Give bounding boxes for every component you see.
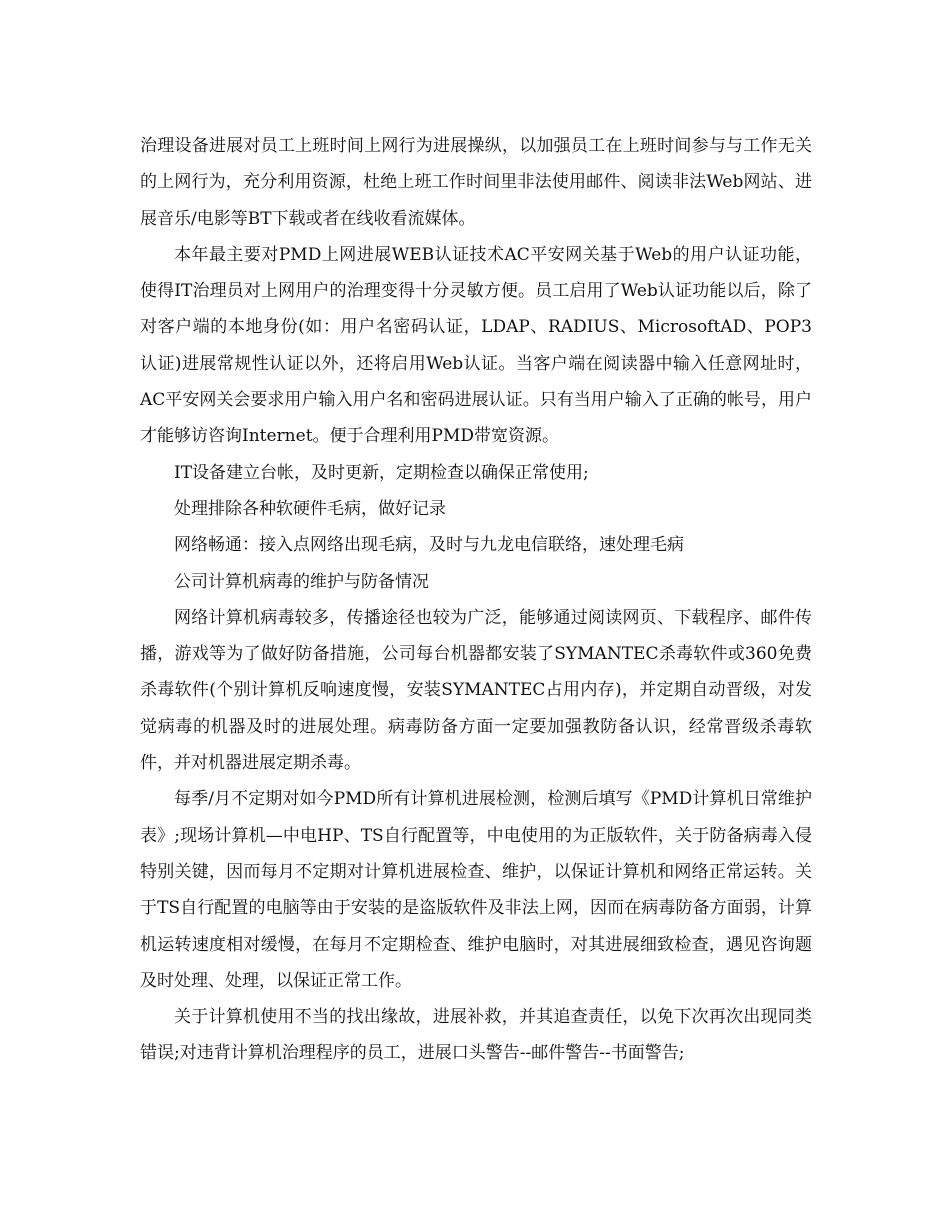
paragraph: 网络计算机病毒较多，传播途径也较为广泛，能够通过阅读网页、下载程序、邮件传播，游戏等为了做好防备措施，公司每台机器都安装了SYMANTEC杀毒软件或360免费杀毒软件(个别计算机反响速度慢，安装SYMANTEC占用内存)，并定期自动晋级，对发觉病毒的机器及时的进展处理。病毒防备方面一定要加强教防备认识，经常晋级杀毒软件，并对机器进展定期杀毒。: [140, 607, 812, 774]
paragraph: IT设备建立台帐，及时更新，定期检查以确保正常使用;: [174, 462, 589, 483]
paragraph: 网络畅通：接入点网络出现毛病，及时与九龙电信联络，速处理毛病: [174, 535, 684, 556]
paragraph: 关于计算机使用不当的找出缘故，进展补救，并其追查责任，以免下次再次出现同类错误;对违背计算机治理程序的员工，进展口头警告--邮件警告--书面警告;: [140, 1007, 812, 1064]
paragraph: 治理设备进展对员工上班时间上网行为进展操纵，以加强员工在上班时间参与与工作无关的上网行为，充分利用资源，杜绝上班工作时间里非法使用邮件、阅读非法Web网站、进展音乐/电影等BT下载或者在线收看流媒体。: [140, 136, 812, 229]
paragraph: 本年最主要对PMD上网进展WEB认证技术AC平安网关基于Web的用户认证功能，使得IT治理员对上网用户的治理变得十分灵敏方便。员工启用了Web认证功能以后，除了对客户端的本地身份(如：用户名密码认证，LDAP、RADIUS、MicrosoftAD、POP3认证)进展常规性认证以外，还将启用Web认证。当客户端在阅读器中输入任意网址时，AC平安网关会要求用户输入用户名和密码进展认证。只有当用户输入了正确的帐号，用户才能够访咨询Internet。便于合理利用PMD带宽资源。: [140, 244, 812, 447]
paragraph: 每季/月不定期对如今PMD所有计算机进展检测，检测后填写《PMD计算机日常维护表》;现场计算机—中电HP、TS自行配置等，中电使用的为正版软件，关于防备病毒入侵特别关键，因而每月不定期对计算机进展检查、维护，以保证计算机和网络正常运转。关于TS自行配置的电脑等由于安装的是盗版软件及非法上网，因而在病毒防备方面弱，计算机运转速度相对缓慢，在每月不定期检查、维护电脑时，对其进展细致检查，遇见咨询题及时处理、处理，以保证正常工作。: [140, 789, 812, 991]
paragraph: 处理排除各种软硬件毛病，做好记录: [174, 498, 446, 519]
document-body: [140, 128, 812, 1072]
section-heading: 公司计算机病毒的维护与防备情况: [174, 571, 429, 592]
